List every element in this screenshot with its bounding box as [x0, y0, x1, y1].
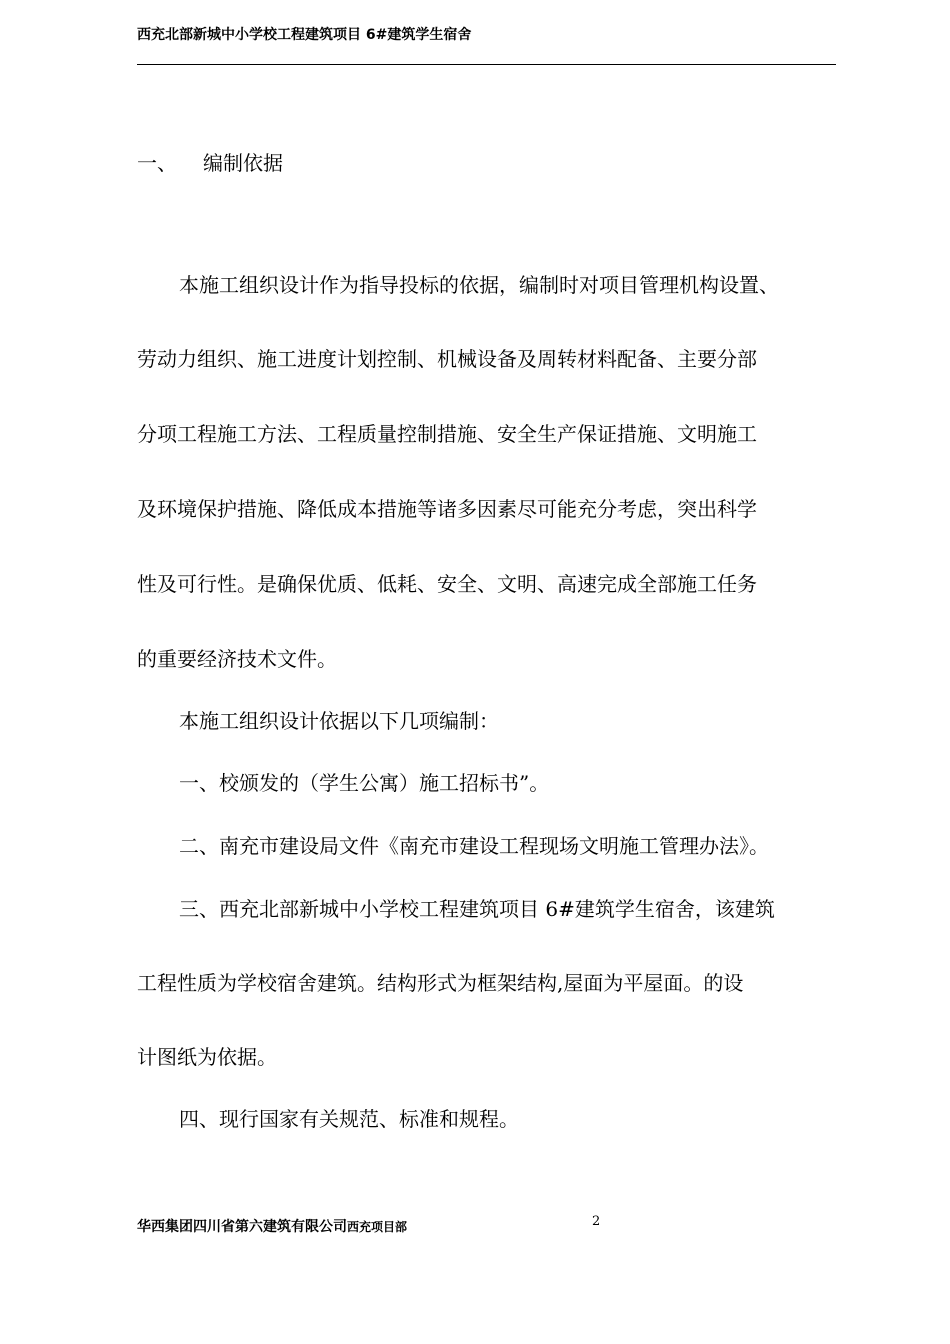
paragraph-line: 性及可行性。是确保优质、低耗、安全、文明、高速完成全部施工任务 [137, 572, 757, 596]
basis-item-continued: 计图纸为依据。 [137, 1045, 277, 1069]
footer-department: 西充项目部 [347, 1220, 408, 1234]
basis-item: 一、校颁发的（学生公寓）施工招标书”。 [179, 771, 550, 795]
basis-item: 二、南充市建设局文件《南充市建设工程现场文明施工管理办法》。 [179, 834, 769, 858]
footer-company-name: 华西集团四川省第六建筑有限公司 [137, 1219, 347, 1235]
paragraph-line: 分项工程施工方法、工程质量控制措施、安全生产保证措施、文明施工 [137, 422, 757, 446]
section-heading [137, 147, 283, 176]
basis-item: 四、现行国家有关规范、标准和规程。 [179, 1107, 519, 1131]
basis-item: 三、西充北部新城中小学校工程建筑项目 6#建筑学生宿舍，该建筑 [179, 897, 775, 921]
basis-intro: 本施工组织设计依据以下几项编制： [179, 709, 499, 733]
paragraph-line: 的重要经济技术文件。 [137, 647, 337, 671]
section-title: 编制依据 [203, 151, 283, 175]
basis-item-continued: 工程性质为学校宿舍建筑。结构形式为框架结构,屋面为平屋面。的设 [137, 971, 744, 995]
page-number: 2 [592, 1214, 601, 1229]
paragraph-line: 本施工组织设计作为指导投标的依据，编制时对项目管理机构设置、 [179, 273, 779, 297]
section-number: 一、 [137, 151, 177, 175]
footer-company [137, 1216, 407, 1236]
paragraph-line: 劳动力组织、施工进度计划控制、机械设备及周转材料配备、主要分部 [137, 347, 757, 371]
header-divider [137, 64, 836, 65]
paragraph-line: 及环境保护措施、降低成本措施等诸多因素尽可能充分考虑，突出科学 [137, 497, 757, 521]
page-header-title: 西充北部新城中小学校工程建筑项目 6#建筑学生宿舍 [137, 27, 472, 43]
